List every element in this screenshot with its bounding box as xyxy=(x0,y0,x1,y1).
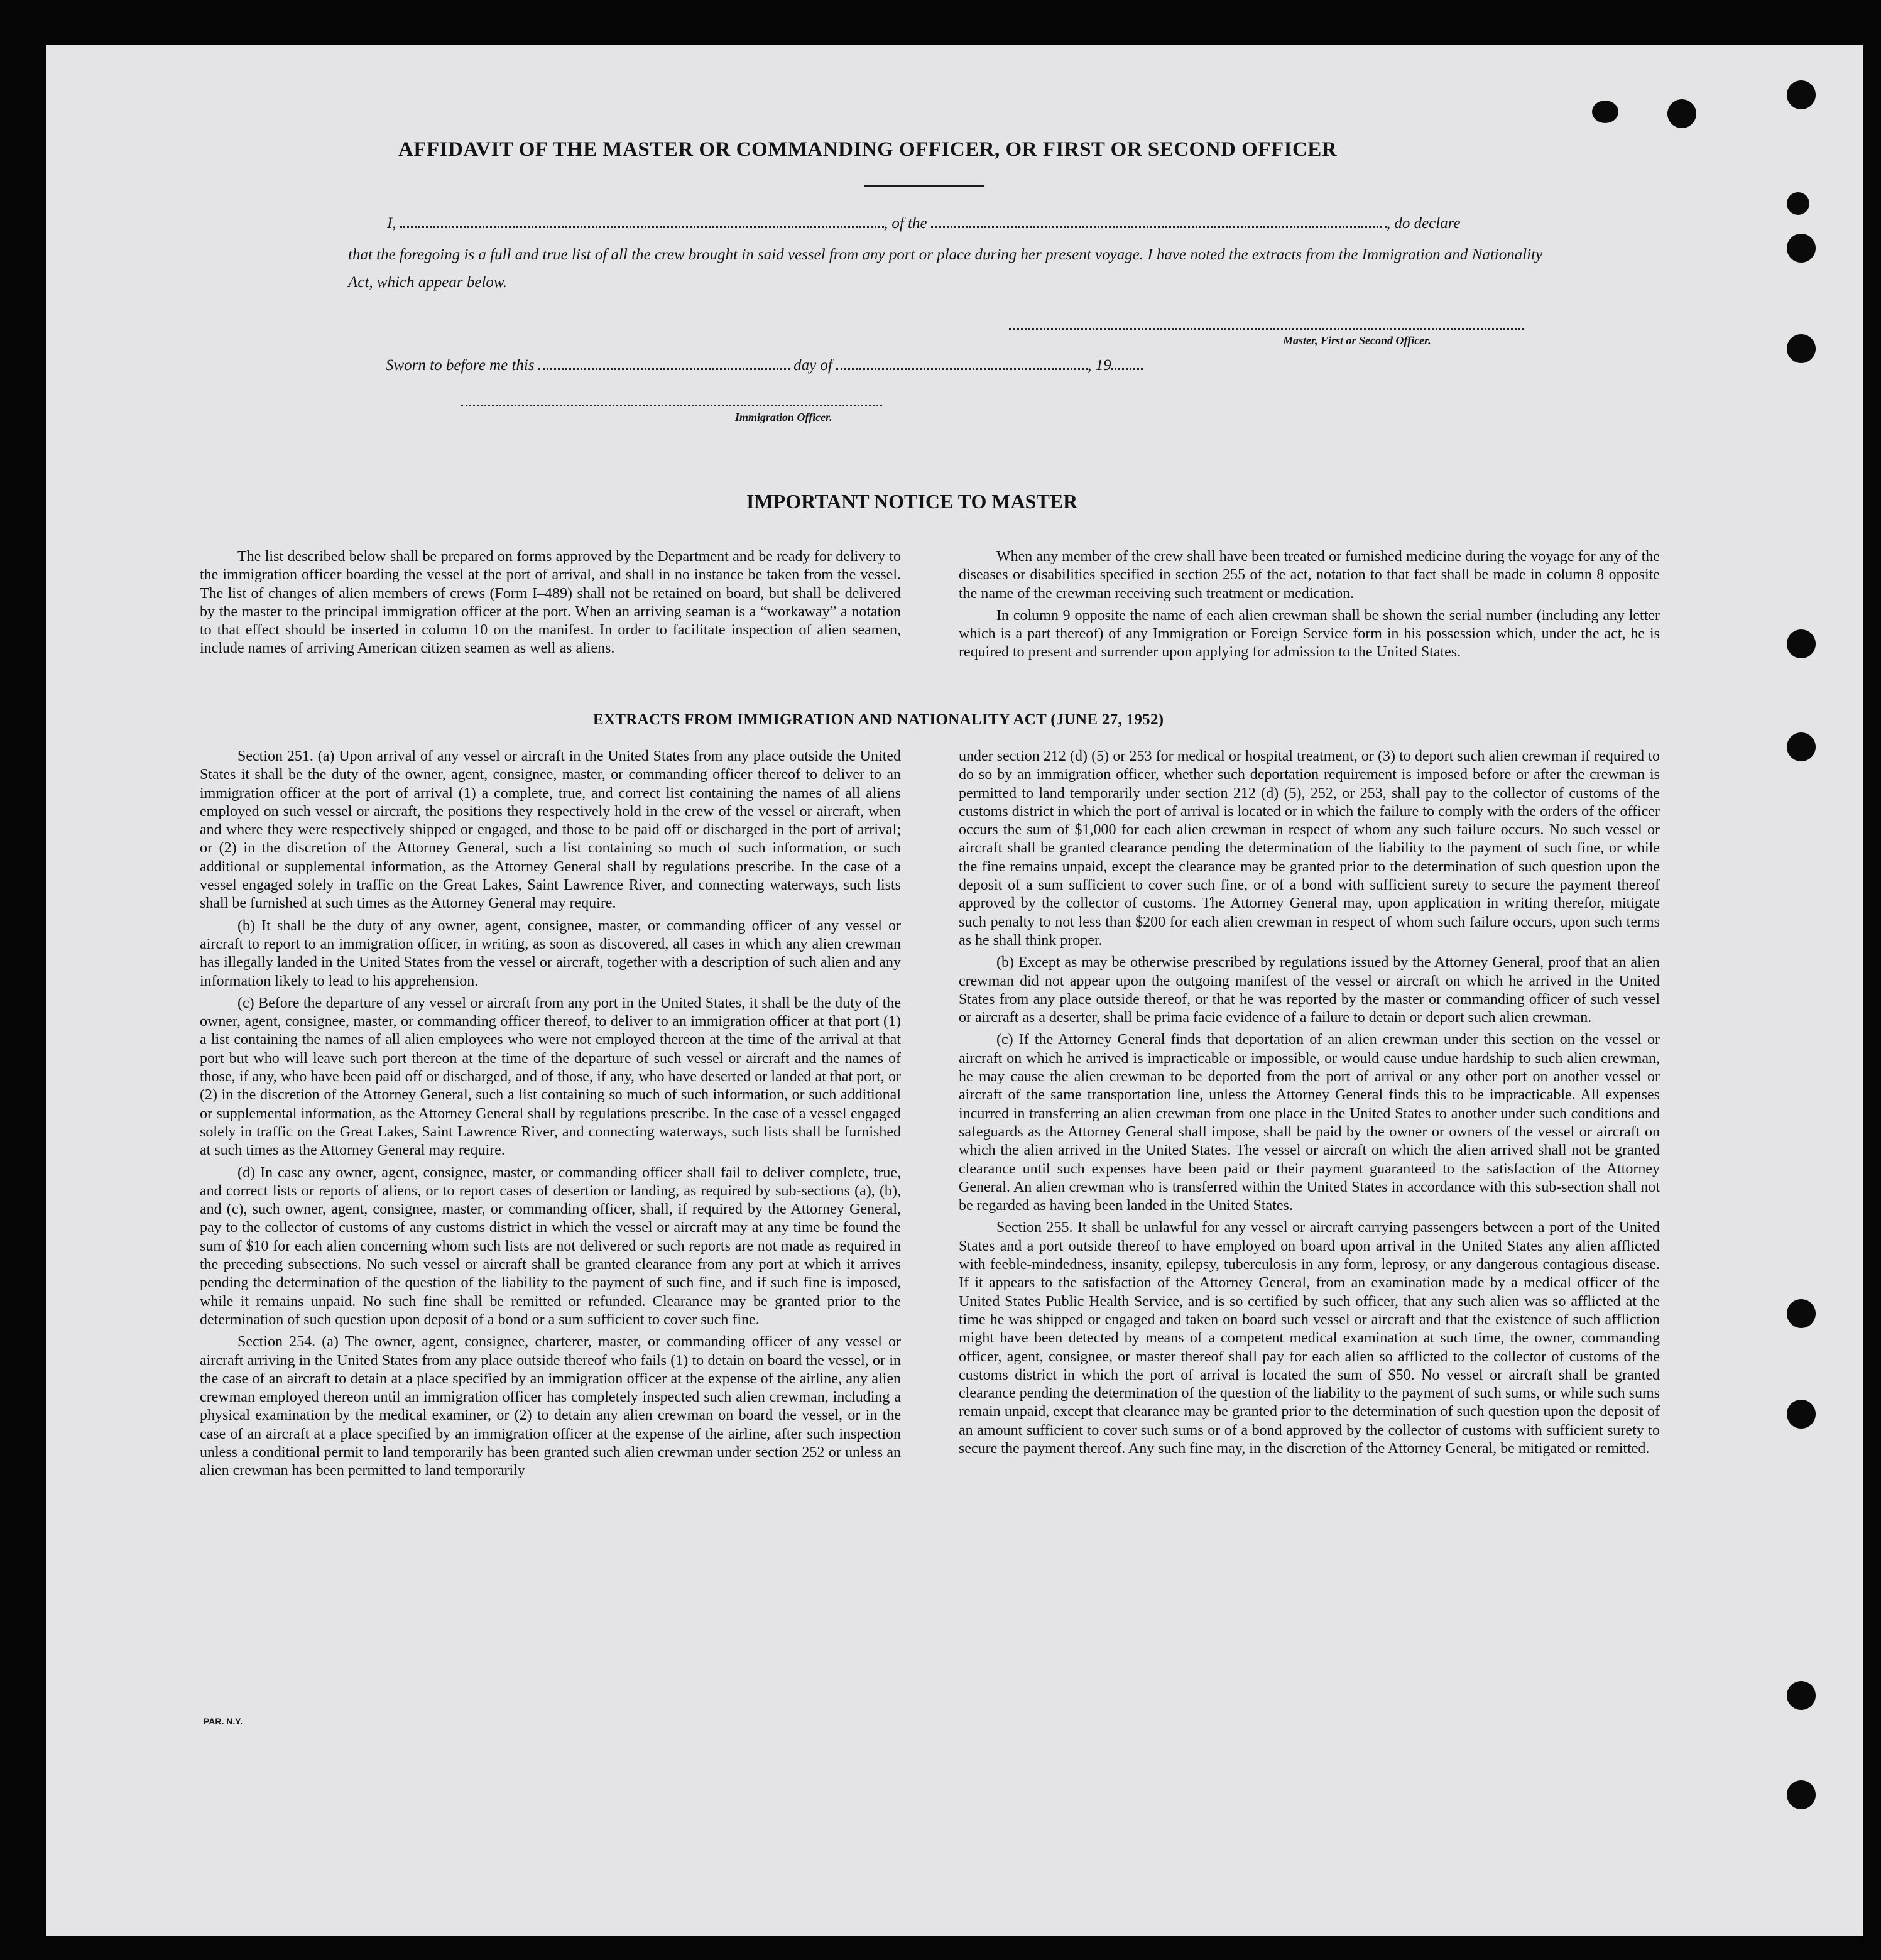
declaration-do-declare: , do declare xyxy=(1386,215,1461,232)
binder-hole xyxy=(1787,732,1816,761)
extracts-title: EXTRACTS FROM IMMIGRATION AND NATIONALITY ACT (JUNE 27, 1952) xyxy=(593,711,1164,728)
name-field[interactable] xyxy=(400,222,884,228)
section-251-d: (d) In case any owner, agent, consignee, master, or commanding officer shall fail to deliver complete, true, and correct lists or reports of aliens, or to report cases of desertion or landing, as required by sub-sections (a), (b), and (c), such owner, agent, consignee, master, or commanding officer, shall, if required by the Attorney General, pay to the collector of customs of any customs district in which the vessel or aircraft may at any time be found the sum of $10 for each alien concerning whom such lists are not delivered or such reports are not made as required in the preceding subsections. No such vessel or aircraft shall be granted clearance from any port at which it arrives pending the determination of the question of the liability to the payment of such fine, and if such fine is imposed, while it remains unpaid. No such fine shall be remitted or refunded. Clearance may be granted prior to the determination of such question upon deposit of a bond or a sum sufficient to cover such fine. xyxy=(200,1164,901,1328)
notice-title: IMPORTANT NOTICE TO MASTER xyxy=(746,490,1078,513)
section-251-b: (b) It shall be the duty of any owner, agent, consignee, master, or commanding officer of any vessel or aircraft to report to an immigration officer, in writing, as soon as discovered, all cases in which any alien crewman has illegally landed in the United States from the vessel or aircraft, together with a description of such alien and any information likely to lead to his apprehension. xyxy=(200,917,901,989)
sworn-day-field[interactable] xyxy=(538,364,790,370)
binder-hole xyxy=(1787,1299,1816,1328)
sworn-month-field[interactable] xyxy=(836,364,1088,370)
immigration-signature-label: Immigration Officer. xyxy=(735,411,832,423)
form-page xyxy=(46,45,1863,1936)
section-254-a: Section 254. (a) The owner, agent, consignee, charterer, master, or commanding officer of any vessel or aircraft arriving in the United States from any place outside thereof who fails (1) to detain on board the vessel, or in the case of an aircraft to detain at a place specified by an immigration officer at the expense of the airline, any alien crewman employed thereon until an immigration officer has completely inspected such alien crewman, including a physical examination by the medical examiner, or (2) to detain any alien crewman on board the vessel, or in the case of an aircraft at a place specified by an immigration officer at the expense of the airline, after such inspection unless a conditional permit to land temporarily has been granted such alien crewman under section 252 or unless an alien crewman has been permitted to land temporarily xyxy=(200,1334,901,1479)
immigration-signature-field[interactable] xyxy=(461,405,882,406)
binder-hole xyxy=(1787,1681,1816,1710)
section-254-c: (c) If the Attorney General finds that deportation of an alien crewman under this section on the vessel or aircraft on which he arrived is impracticable or impossible, or would cause undue hardship to such alien crewman, he may cause the alien crewman to be deported from the port of arrival or any other port on another vessel or aircraft of the same transportation line, unless the Attorney General finds this to be impracticable. All expenses incurred in transferring an alien crewman from one place in the United States to another under such conditions and safeguards as the Attorney General shall impose, shall be paid by the owner or owners of the vessel or aircraft on which the alien arrived in the United States. The vessel or aircraft on which the alien arrived shall not be granted clearance until such expenses have been paid or their payment guaranteed to the satisfaction of the Attorney General. An alien crewman who is transferred within the United States in accordance with this sub-section shall not be regarded as having been landed in the United States. xyxy=(959,1032,1660,1214)
printer-mark: PAR. N.Y. xyxy=(204,1716,243,1726)
notice-paragraph: When any member of the crew shall have been treated or furnished medicine during the voyage for any of the diseases or disabilities specified in section 255 of the act, notation to that fact shall be made in column 8 opposite the name of the crewman receiving such treatment or medication. xyxy=(959,548,1660,602)
day-of-label: day of xyxy=(793,357,832,374)
binder-hole xyxy=(1787,192,1809,215)
binder-hole xyxy=(1592,101,1618,123)
notice-left-column xyxy=(200,548,901,662)
binder-hole xyxy=(1787,80,1816,109)
declaration-line xyxy=(387,215,1461,232)
binder-hole xyxy=(1787,629,1816,658)
declaration-of-the: , of the xyxy=(883,215,927,232)
master-signature-label: Master, First or Second Officer. xyxy=(1283,334,1431,347)
section-251-c: (c) Before the departure of any vessel or aircraft from any port in the United States, it shall be the duty of the owner, agent, consignee, master, or commanding officer thereof, to deliver to an immigration officer at that port (1) a list containing the names of all alien employees who were not employed thereon at the time of the arrival at that port but who will leave such port thereon at the time of the departure of such vessel or aircraft and the names of those, if any, who have been paid off or discharged, and of those, if any, who have deserted or landed at that port, or (2) in the discretion of the Attorney General, such a list containing so much of such information, or such additional or supplemental information, as the Attorney General shall by regulations prescribe. In the case of a vessel engaged solely in traffic on the Great Lakes, Saint Lawrence River, and connecting waterways, such lists shall be furnished at such times as the Attorney General may require. xyxy=(200,994,901,1159)
affidavit-title: AFFIDAVIT OF THE MASTER OR COMMANDING OFFICER, OR FIRST OR SECOND OFFICER xyxy=(398,138,1338,161)
notice-right-column xyxy=(959,548,1660,666)
vessel-field[interactable] xyxy=(931,222,1387,228)
sworn-label: Sworn to before me this xyxy=(386,357,535,374)
binder-hole xyxy=(1787,1780,1816,1809)
section-255: Section 255. It shall be unlawful for any vessel or aircraft carrying passengers between a port of the United States and a port outside thereof to have employed on board upon arrival in the United States any alien afflicted with feeble-mindedness, insanity, epilepsy, tuberculosis in any form, leprosy, or any dangerous contagious disease. If it appears to the satisfaction of the Attorney General, from an examination made by a medical officer of the United States Public Health Service, and is so certified by such officer, that any such alien was so afflicted at the time he was shipped or engaged and taken on board such vessel or aircraft and that the existence of such affliction might have been detected by means of a competent medical examination at such time, the owner, commanding officer, agent, consignee, or master thereof shall pay for each alien so afflicted to the collector of customs of the customs district in which the port of arrival is located the sum of $50. No vessel or aircraft shall be granted clearance pending the determination of the question of the liability to the payment of such sums, or while such sums remain unpaid, except that clearance may be granted prior to the determination of such question upon the deposit of an amount sufficient to cover such sums or of a bond approved by the collector of customs with sufficient surety to secure the payment thereof. Any such fine may, in the discretion of the Attorney General, be mitigated or remitted. xyxy=(959,1219,1660,1457)
notice-paragraph: In column 9 opposite the name of each alien crewman shall be shown the serial number (including any letter which is a part thereof) of any Immigration or Foreign Service form in his possession which, under the act, he is required to present and surrender upon applying for admission to the United States. xyxy=(959,607,1660,661)
year-label: , 19 xyxy=(1088,357,1111,374)
section-254-b: (b) Except as may be otherwise prescribed by regulations issued by the Attorney General, proof that an alien crewman did not appear upon the outgoing manifest of the vessel or aircraft on which he arrived in the United States from any place outside thereof, or that he was reported by the master or commanding officer of such vessel or aircraft as a deserter, shall be prima facie evidence of a failure to detain or deport such alien crewman. xyxy=(959,954,1660,1026)
master-signature-field[interactable] xyxy=(1009,328,1524,330)
extracts-right-column xyxy=(959,748,1660,1462)
binder-hole xyxy=(1667,99,1696,128)
binder-hole xyxy=(1787,234,1816,263)
binder-hole xyxy=(1787,334,1816,363)
extracts-left-column xyxy=(200,748,901,1484)
section-251-a: Section 251. (a) Upon arrival of any vessel or aircraft in the United States from any place outside the United States it shall be the duty of the owner, agent, consignee, master, or commanding officer thereof to deliver to an immigration officer at the port of arrival (1) a complete, true, and correct list containing the names of all aliens employed on such vessel or aircraft, the positions they respectively hold in the crew of the vessel or aircraft, when and where they were respectively shipped or engaged, and those to be paid off or discharged in the port of arrival; or (2) in the discretion of the Attorney General, such a list containing so much of such information, or such additional or supplemental information, as the Attorney General shall by regulations prescribe. In the case of a vessel engaged solely in traffic on the Great Lakes, Saint Lawrence River, and connecting waterways, such lists shall be furnished at such times as the Attorney General may require. xyxy=(200,748,901,912)
sworn-year-field[interactable] xyxy=(1111,364,1143,370)
declaration-body: that the foregoing is a full and true list of all the crew brought in said vessel from any port or place during her present voyage. I have noted the extracts from the Immigration and Nationality Act, which appear below. xyxy=(348,246,1543,291)
section-254-a-continued: under section 212 (d) (5) or 253 for medical or hospital treatment, or (3) to deport such alien crewman if required to do so by an immigration officer, whether such deportation requirement is imposed before or after the crewman is permitted to land temporarily under section 212 (d) (5), 252, or 253, shall pay to the collector of customs of the customs district in which the port of arrival is located or in which the failure to comply with the orders of the officer occurs the sum of $1,000 for each alien crewman in respect of whom any such failure occurs. No such vessel or aircraft shall be granted clearance pending the determination of the liability to the payment of such fine, or while the fine remains unpaid, except the clearance may be granted prior to the determination of such question upon the deposit of a sum sufficient to cover such fine, or of a bond with sufficient surety to secure the payment thereof approved by the collector of customs. The Attorney General may, upon application in writing therefor, mitigate such penalty to not less than $200 for each alien crewman in respect of whom such failure occurs, upon such terms as he shall think proper. xyxy=(959,748,1660,949)
title-rule xyxy=(864,185,984,187)
declaration-i: I, xyxy=(387,215,396,232)
binder-hole xyxy=(1787,1400,1816,1429)
sworn-line xyxy=(386,357,1143,374)
notice-paragraph: The list described below shall be prepared on forms approved by the Department and be ready for delivery to the immigration officer boarding the vessel at the port of arrival, and shall in no instance be taken from the vessel. The list of changes of alien members of crews (Form I–489) shall not be retained on board, but shall be delivered by the master to the principal immigration officer at the port. When an arriving seaman is a “workaway” a notation to that effect should be inserted in column 10 on the manifest. In order to facilitate inspection of alien seamen, include names of arriving American citizen seamen as well as aliens. xyxy=(200,548,901,657)
